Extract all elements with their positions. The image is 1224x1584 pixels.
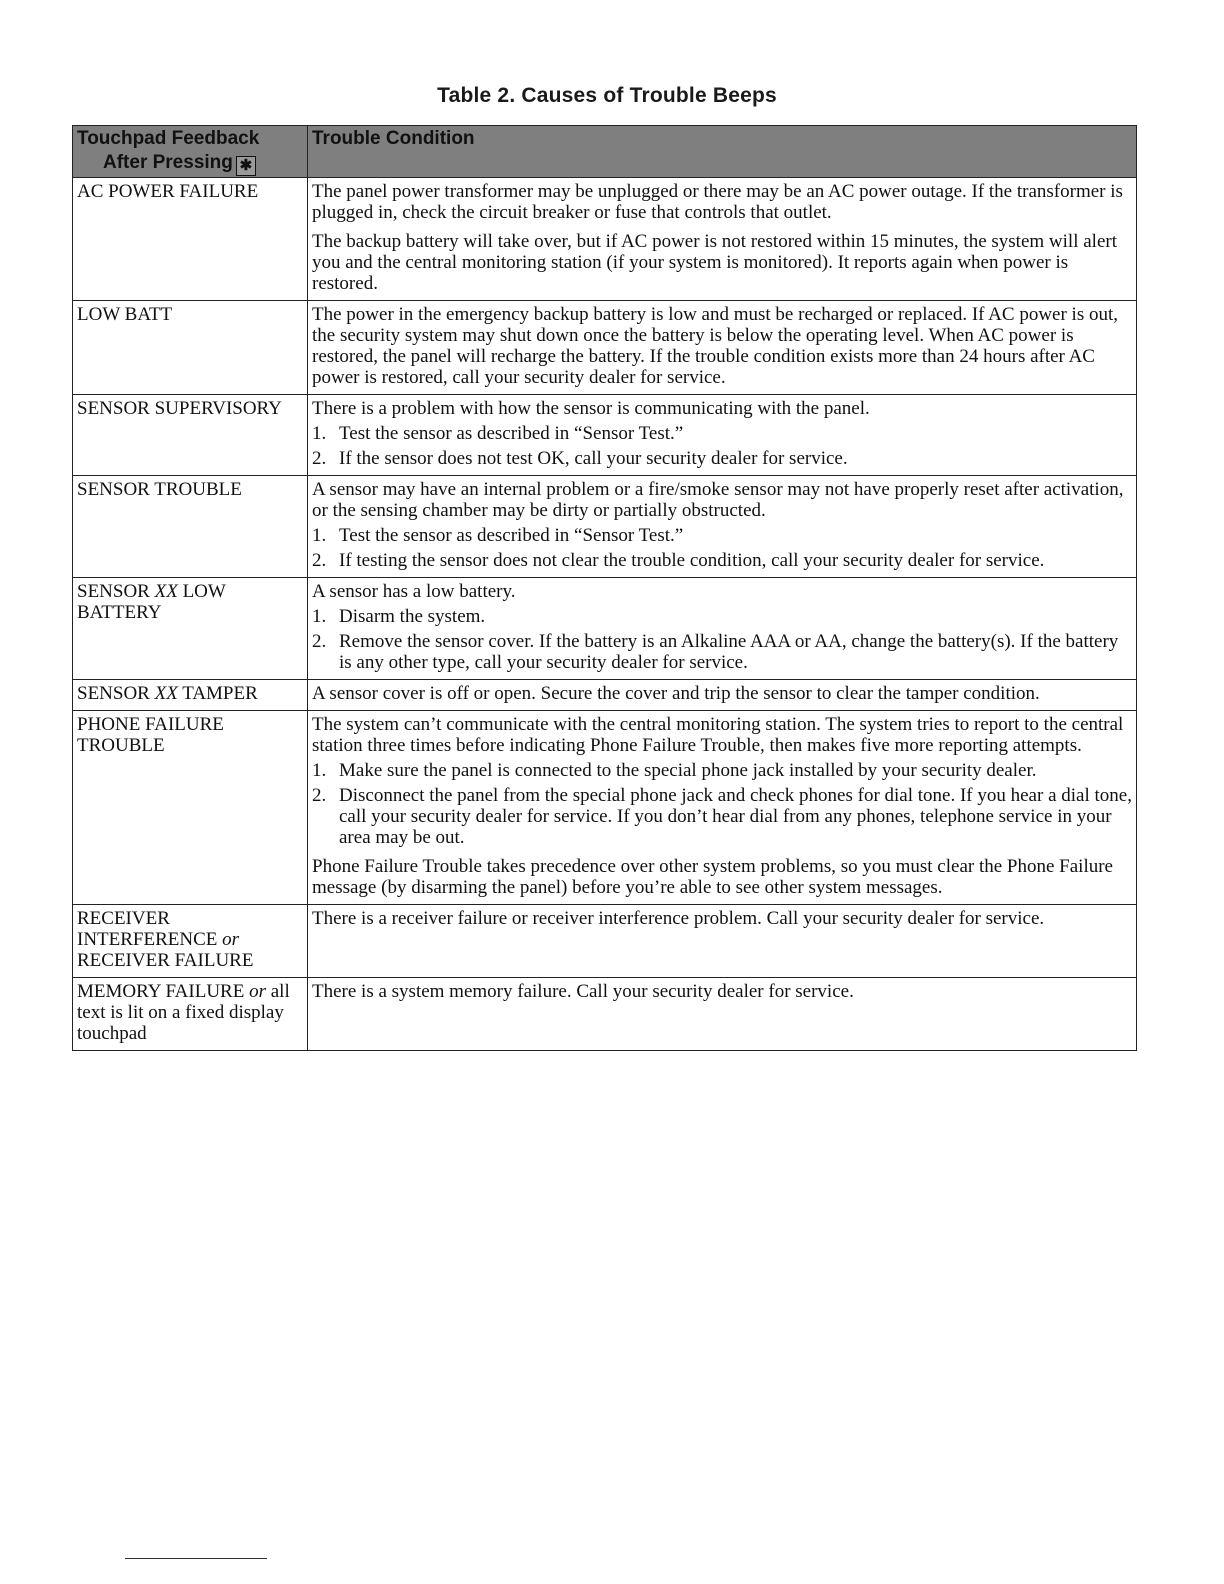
feedback-text-italic: XX [154, 581, 178, 602]
condition-paragraph: There is a receiver failure or receiver interference problem. Call your security dealer for service. [312, 908, 1045, 929]
touchpad-feedback-cell [73, 301, 308, 395]
step-item [312, 606, 1132, 627]
step-item [312, 550, 1132, 571]
condition-paragraph: There is a system memory failure. Call your security dealer for service. [312, 981, 854, 1002]
table-row [73, 476, 1137, 578]
table-row [73, 978, 1137, 1051]
feedback-text: PHONE FAILURE TROUBLE [77, 714, 224, 756]
touchpad-feedback-cell [73, 711, 308, 905]
trouble-condition-cell [308, 395, 1137, 476]
step-text: Disarm the system. [339, 606, 486, 627]
table-row [73, 301, 1137, 395]
step-number: 1. [312, 423, 327, 444]
step-item [312, 785, 1132, 848]
feedback-text-b: all text is lit on a fixed display touchpad [77, 981, 290, 1044]
header-trouble-condition: Trouble Condition [308, 126, 1137, 178]
feedback-text-post: TAMPER [177, 683, 258, 704]
table-row [73, 680, 1137, 711]
step-number: 1. [312, 606, 327, 627]
step-number: 2. [312, 785, 327, 806]
condition-paragraph: There is a problem with how the sensor is communicating with the panel. [312, 398, 870, 419]
feedback-text-or: or [249, 981, 266, 1002]
step-text: If testing the sensor does not clear the trouble condition, call your security dealer for service. [339, 550, 1045, 571]
step-item [312, 760, 1132, 781]
feedback-text: AC POWER FAILURE [77, 181, 259, 202]
trouble-condition-cell [308, 905, 1137, 978]
trouble-condition-cell [308, 711, 1137, 905]
header-feedback-line1: Touchpad Feedback [77, 128, 260, 149]
trouble-condition-cell [308, 301, 1137, 395]
feedback-text-pre: SENSOR [77, 683, 155, 704]
condition-paragraph: The system can’t communicate with the central monitoring station. The system tries to report to the central station three times before indicating Phone Failure Trouble, then makes five more reporting attempts. [312, 714, 1124, 756]
touchpad-feedback-cell [73, 178, 308, 301]
trouble-condition-cell [308, 476, 1137, 578]
step-text: Remove the sensor cover. If the battery is an Alkaline AAA or AA, change the battery(s). If the battery is any other type, call your security dealer for service. [339, 631, 1119, 673]
table-row [73, 578, 1137, 680]
step-number: 1. [312, 525, 327, 546]
table-row [73, 395, 1137, 476]
feedback-text: LOW BATT [77, 304, 173, 325]
step-text: Test the sensor as described in “Sensor Test.” [339, 525, 684, 546]
touchpad-feedback-cell [73, 978, 308, 1051]
feedback-text-post: LOW BATTERY [77, 581, 226, 623]
table-row [73, 905, 1137, 978]
feedback-text-a: MEMORY FAILURE [77, 981, 245, 1002]
header-after-pressing: After Pressing [103, 152, 233, 173]
step-item [312, 525, 1132, 546]
step-text: Disconnect the panel from the special phone jack and check phones for dial tone. If you hear a dial tone, call your security dealer for service. If you don’t hear dial from any phones, telephone service in your area may be out. [339, 785, 1132, 848]
step-item [312, 448, 1132, 469]
feedback-text: SENSOR SUPERVISORY [77, 398, 282, 419]
trouble-condition-cell [308, 680, 1137, 711]
step-number: 2. [312, 550, 327, 571]
step-number: 1. [312, 760, 327, 781]
step-item [312, 631, 1132, 673]
table-title: Table 2. Causes of Trouble Beeps [437, 84, 777, 107]
table-row [73, 711, 1137, 905]
step-item [312, 423, 1132, 444]
feedback-text-a: RECEIVER INTERFERENCE [77, 908, 218, 950]
trouble-condition-cell [308, 978, 1137, 1051]
steps-list [312, 525, 1132, 571]
steps-list [312, 760, 1132, 848]
steps-list [312, 606, 1132, 673]
step-text: Make sure the panel is connected to the special phone jack installed by your security dealer. [339, 760, 1037, 781]
touchpad-feedback-cell [73, 476, 308, 578]
footnote-rule [125, 1558, 267, 1559]
touchpad-feedback-cell [73, 905, 308, 978]
condition-paragraph: The panel power transformer may be unplugged or there may be an AC power outage. If the transformer is plugged in, check the circuit breaker or fuse that controls that outlet. [312, 181, 1123, 223]
condition-note: Phone Failure Trouble takes precedence over other system problems, so you must clear the Phone Failure message (by disarming the panel) before you’re able to see other system messages. [312, 856, 1113, 898]
steps-list [312, 423, 1132, 469]
star-key-icon: ✱ [236, 156, 256, 176]
header-feedback-line2 [77, 151, 303, 176]
touchpad-feedback-cell [73, 395, 308, 476]
trouble-condition-cell [308, 578, 1137, 680]
condition-paragraph: A sensor cover is off or open. Secure the cover and trip the sensor to clear the tamper condition. [312, 683, 1040, 704]
table-row [73, 178, 1137, 301]
condition-paragraph: A sensor may have an internal problem or a fire/smoke sensor may not have properly reset after activation, or the sensing chamber may be dirty or partially obstructed. [312, 479, 1124, 521]
step-number: 2. [312, 631, 327, 652]
header-touchpad-feedback [73, 126, 308, 178]
feedback-text-pre: SENSOR [77, 581, 155, 602]
step-text: If the sensor does not test OK, call your security dealer for service. [339, 448, 848, 469]
condition-paragraph: A sensor has a low battery. [312, 581, 516, 602]
condition-paragraph: The backup battery will take over, but if AC power is not restored within 15 minutes, the system will alert you and the central monitoring station (if your system is monitored). It reports again when power is restored. [312, 231, 1117, 294]
feedback-text-italic: XX [154, 683, 178, 704]
feedback-text-b: RECEIVER FAILURE [77, 950, 254, 971]
table-header-row [73, 126, 1137, 178]
step-number: 2. [312, 448, 327, 469]
step-text: Test the sensor as described in “Sensor Test.” [339, 423, 684, 444]
feedback-text: SENSOR TROUBLE [77, 479, 242, 500]
trouble-condition-cell [308, 178, 1137, 301]
feedback-text-or: or [222, 929, 240, 950]
condition-paragraph: The power in the emergency backup battery is low and must be recharged or replaced. If AC power is out, the security system may shut down once the battery is below the operating level. When AC power is restored, the panel will recharge the battery. If the trouble condition exists more than 24 hours after AC power is restored, call your security dealer for service. [312, 304, 1119, 388]
touchpad-feedback-cell [73, 578, 308, 680]
trouble-beeps-table [72, 125, 1137, 1051]
touchpad-feedback-cell [73, 680, 308, 711]
